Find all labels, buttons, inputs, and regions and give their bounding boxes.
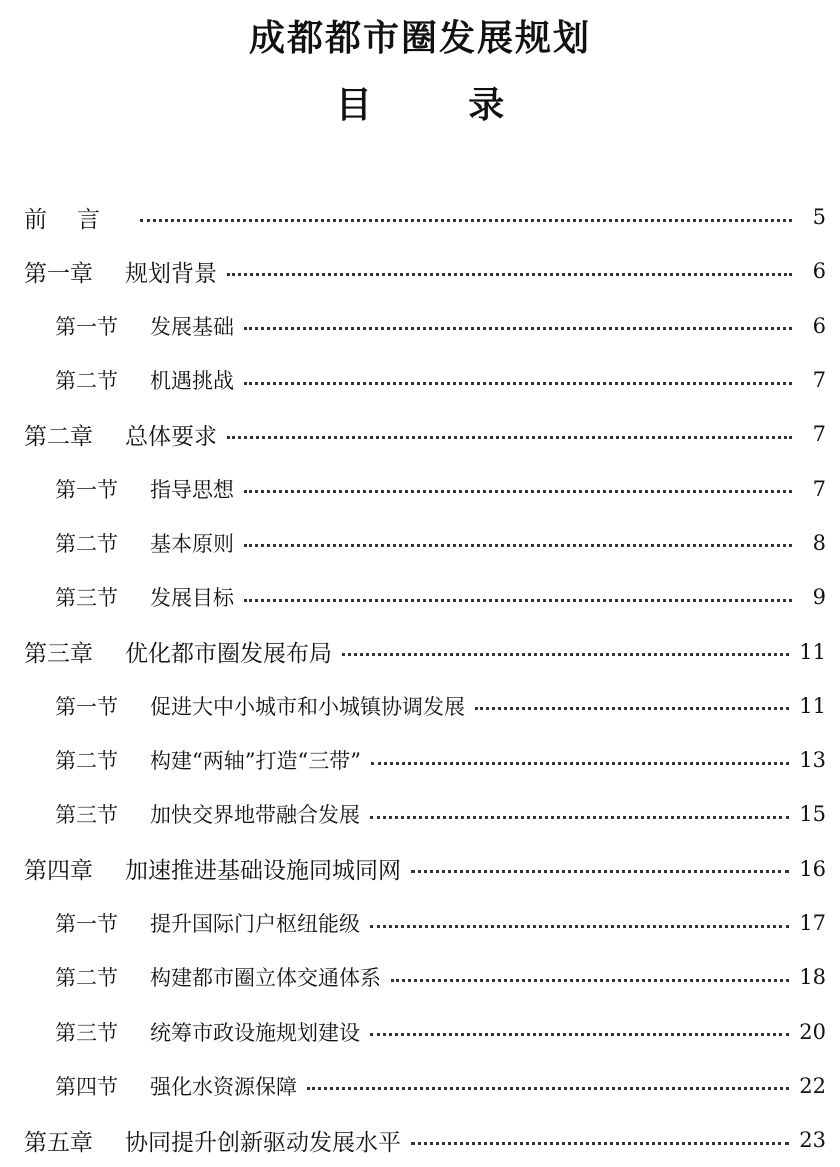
toc-entry-label	[55, 1071, 297, 1101]
toc-entry-number: 第四章	[24, 858, 93, 885]
dot-leader	[391, 979, 789, 982]
dot-leader	[227, 436, 792, 439]
toc-section-entry[interactable]	[0, 516, 840, 570]
toc-entry-label	[24, 852, 401, 885]
dot-leader	[411, 1142, 789, 1145]
dot-leader	[371, 762, 789, 765]
toc-page-number: 17	[799, 911, 826, 935]
toc-entry-number: 第一章	[24, 260, 93, 287]
dot-leader	[342, 653, 789, 656]
dot-leader	[370, 925, 789, 928]
document-title: 成都都市圈发展规划	[248, 18, 591, 59]
toc-section-entry[interactable]	[0, 679, 840, 733]
toc-entry-title: 总体要求	[125, 423, 217, 450]
toc-section-entry[interactable]	[0, 461, 840, 515]
toc-page-number: 15	[799, 802, 826, 827]
toc-entry-label	[24, 201, 130, 234]
toc-section-entry[interactable]	[0, 299, 840, 353]
toc-section-entry[interactable]	[0, 896, 840, 950]
toc-page-number: 9	[812, 585, 826, 610]
dot-leader	[307, 1087, 789, 1090]
toc-entry-number: 第三节	[55, 586, 118, 611]
toc-page-number: 11	[799, 693, 826, 718]
toc-entry-label	[24, 635, 332, 668]
toc-heading: 目 录	[335, 85, 547, 126]
toc-entry-number: 第二节	[55, 749, 118, 774]
toc-entry-label	[24, 1124, 401, 1157]
toc-entry-title: 优化都市圈发展布局	[125, 641, 332, 668]
dot-leader	[411, 870, 789, 873]
toc-entry-number: 第一节	[55, 694, 118, 719]
toc-page-number: 18	[799, 965, 826, 990]
toc-section-entry[interactable]	[0, 950, 840, 1004]
toc-chapter-entry[interactable]	[0, 842, 840, 896]
toc-page-number: 20	[799, 1019, 826, 1044]
dot-leader	[370, 816, 789, 819]
dot-leader	[370, 1033, 789, 1036]
toc-entry-label	[55, 1017, 360, 1047]
toc-entry-number: 第四节	[55, 1074, 118, 1099]
toc-entry-label	[24, 255, 217, 288]
toc-entry-number: 第二节	[55, 531, 118, 556]
toc-entry-label	[24, 418, 217, 451]
toc-page-number: 13	[799, 748, 826, 773]
toc-entry-title: 加快交界地带融合发展	[150, 803, 360, 828]
toc-entry-title: 发展基础	[150, 314, 234, 339]
toc-page-number: 8	[812, 530, 826, 555]
toc-entry-number: 第二节	[55, 966, 118, 991]
toc-entry-number: 第三章	[24, 641, 93, 668]
toc-entry-label	[55, 691, 465, 721]
toc-chapter-entry[interactable]	[0, 244, 840, 298]
toc-entry-title: 规划背景	[125, 260, 217, 287]
toc-entry-label	[55, 311, 234, 341]
toc-entry-title: 加速推进基础设施同城同网	[125, 858, 401, 885]
toc-entry-number: 前言	[24, 206, 130, 233]
dot-leader	[244, 327, 792, 330]
toc-entry-label	[55, 474, 234, 504]
toc-entry-title: 协同提升创新驱动发展水平	[125, 1129, 401, 1156]
toc-page-number: 5	[812, 205, 826, 230]
toc-page-number: 16	[799, 856, 826, 881]
toc-chapter-entry[interactable]	[0, 190, 840, 244]
toc-chapter-entry[interactable]	[0, 1113, 840, 1167]
toc-page-number: 7	[812, 368, 826, 393]
dot-leader	[244, 490, 792, 493]
toc-entry-title: 机遇挑战	[150, 369, 234, 394]
toc-entry-title: 统筹市政设施规划建设	[150, 1020, 360, 1045]
toc-entry-label	[55, 582, 234, 612]
table-of-contents	[0, 190, 840, 1167]
toc-section-entry[interactable]	[0, 787, 840, 841]
toc-entry-label	[55, 528, 234, 558]
toc-entry-number: 第二节	[55, 369, 118, 394]
toc-chapter-entry[interactable]	[0, 407, 840, 461]
toc-section-entry[interactable]	[0, 733, 840, 787]
toc-page-number: 6	[812, 313, 826, 338]
toc-entry-number: 第一节	[55, 477, 118, 502]
toc-entry-number: 第二章	[24, 423, 93, 450]
toc-page-number: 6	[812, 259, 826, 284]
toc-entry-number: 第三节	[55, 1020, 118, 1045]
dot-leader	[227, 273, 792, 276]
toc-page-number: 11	[799, 639, 826, 664]
dot-leader	[140, 219, 792, 222]
toc-page-number: 22	[799, 1073, 826, 1098]
toc-entry-title: 构建都市圈立体交通体系	[150, 966, 381, 991]
dot-leader	[244, 599, 792, 602]
toc-page-number: 7	[812, 476, 826, 501]
toc-entry-number: 第一节	[55, 912, 118, 936]
toc-page-number: 23	[799, 1128, 826, 1153]
dot-leader	[244, 382, 792, 385]
toc-page-number: 7	[812, 422, 826, 447]
toc-entry-title: 指导思想	[150, 477, 234, 502]
toc-entry-title: 提升国际门户枢纽能级	[150, 912, 360, 936]
dot-leader	[475, 707, 789, 710]
toc-entry-label	[55, 799, 360, 829]
toc-entry-title: 促进大中小城市和小城镇协调发展	[150, 694, 465, 719]
toc-entry-title: 基本原则	[150, 531, 234, 556]
toc-entry-label	[55, 745, 361, 775]
toc-entry-label	[55, 365, 234, 395]
toc-entry-title: 发展目标	[150, 586, 234, 611]
toc-section-entry[interactable]	[0, 1004, 840, 1058]
toc-section-entry[interactable]	[0, 570, 840, 624]
toc-entry-title: 构建“两轴”打造“三带”	[150, 749, 361, 774]
dot-leader	[244, 544, 792, 547]
toc-entry-number: 第三节	[55, 803, 118, 828]
toc-entry-label	[55, 908, 360, 938]
toc-section-entry[interactable]	[0, 353, 840, 407]
toc-entry-number: 第五章	[24, 1129, 93, 1156]
toc-section-entry[interactable]	[0, 1059, 840, 1113]
toc-entry-label	[55, 962, 381, 992]
toc-entry-number: 第一节	[55, 314, 118, 339]
toc-chapter-entry[interactable]	[0, 624, 840, 678]
toc-entry-title: 强化水资源保障	[150, 1074, 297, 1099]
